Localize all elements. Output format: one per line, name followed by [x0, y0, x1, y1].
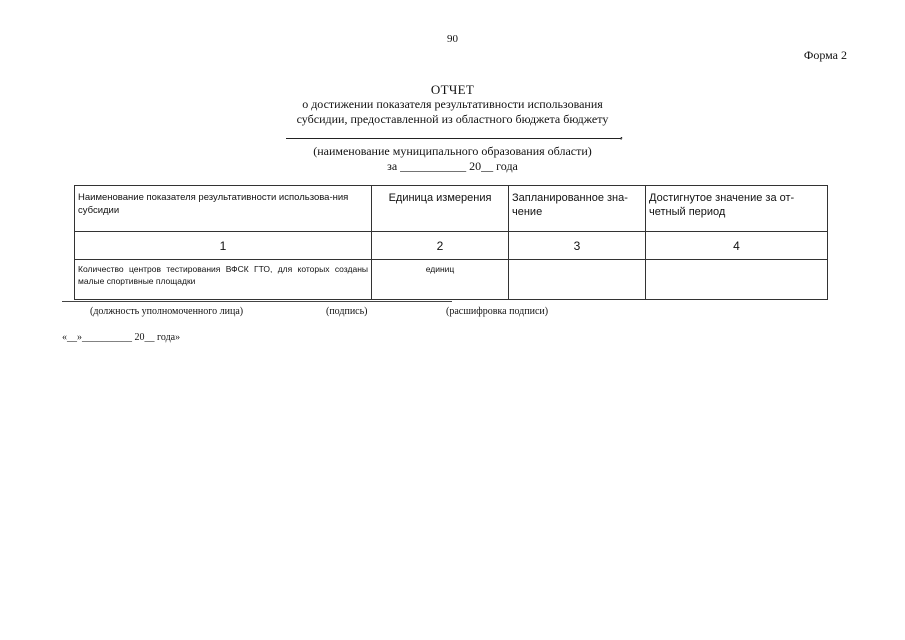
- column-number: 4: [646, 232, 828, 260]
- column-number: 1: [75, 232, 372, 260]
- column-number: 2: [372, 232, 509, 260]
- column-header-planned: Запланированное зна-чение: [509, 186, 646, 232]
- name-line-comma: ,: [620, 127, 623, 141]
- report-subtitle-line1: о достижении показателя результативности использования: [302, 97, 603, 111]
- table-row: [75, 260, 828, 300]
- report-period-line: за ___________ 20__ года: [387, 159, 518, 173]
- column-number: 3: [509, 232, 646, 260]
- municipality-name-line: [286, 128, 621, 139]
- municipality-name-caption: (наименование муниципального образования области): [313, 144, 592, 158]
- achieved-value-cell: [646, 260, 828, 300]
- page-number: 90: [447, 33, 458, 45]
- unit-cell: единиц: [372, 260, 509, 300]
- form-label: Форма 2: [803, 48, 847, 62]
- report-title: ОТЧЕТ: [430, 82, 475, 97]
- position-caption: (должность уполномоченного лица): [90, 306, 244, 317]
- signature-line: [62, 301, 452, 302]
- signature-decode-caption: (расшифровка подписи): [446, 306, 549, 317]
- column-number-row: [75, 232, 828, 260]
- indicator-cell: Количество центров тестирования ВФСК ГТО, для которых созданы малые спортивные площадки: [75, 260, 372, 300]
- report-subtitle-line2: субсидии, предоставленной из областного бюджета бюджету: [296, 112, 609, 126]
- report-table: [74, 185, 828, 300]
- signature-caption: (подпись): [326, 306, 368, 317]
- planned-value-cell: [509, 260, 646, 300]
- date-line: «__»__________ 20__ года»: [62, 332, 181, 343]
- column-header-indicator: Наименование показателя результативности использова-ния субсидии: [75, 186, 372, 232]
- column-header-achieved: Достигнутое значение за от-четный период: [646, 186, 828, 232]
- column-header-unit: Единица измерения: [372, 186, 509, 232]
- table-header-row: [75, 186, 828, 232]
